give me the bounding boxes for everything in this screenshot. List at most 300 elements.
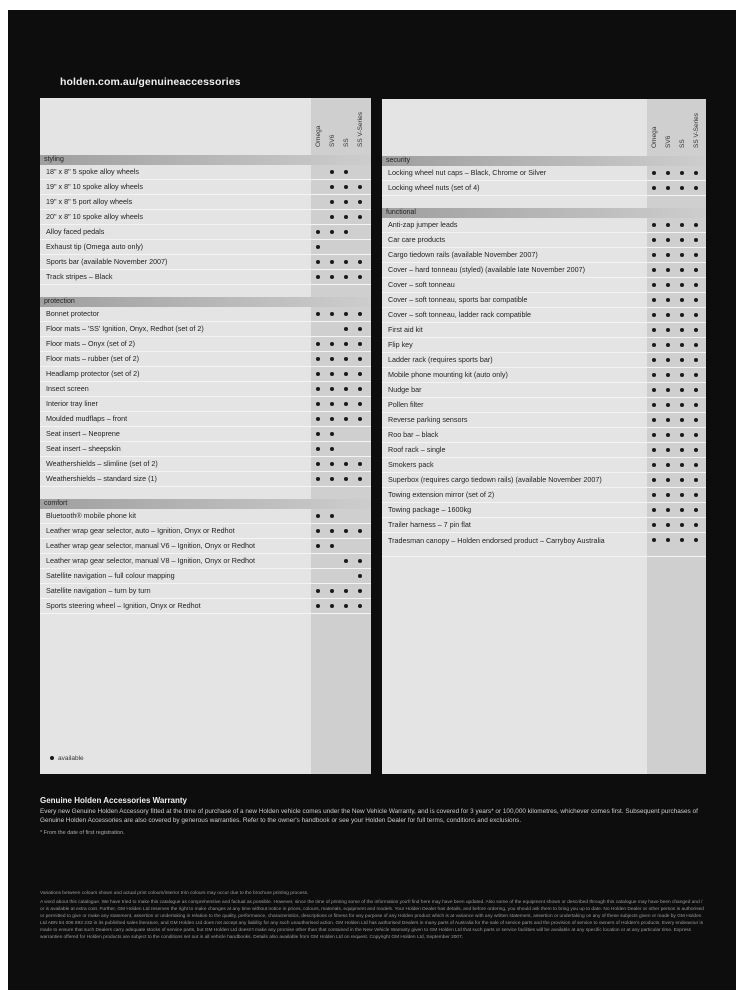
available-dot-icon [358, 559, 362, 563]
accessory-label: Anti-zap jumper leads [388, 220, 458, 229]
available-dot-icon [652, 373, 656, 377]
accessory-label: 19" x 8" 10 spoke alloy wheels [46, 182, 143, 191]
accessory-row [382, 428, 706, 443]
available-dot-icon [694, 283, 698, 287]
accessory-label: Sports steering wheel – Ignition, Onyx or Redhot [46, 601, 201, 610]
available-dot-icon [652, 283, 656, 287]
accessory-row [40, 509, 371, 524]
accessory-label: Floor mats – Onyx (set of 2) [46, 339, 136, 348]
available-dot-icon [316, 275, 320, 279]
available-dot-icon [358, 275, 362, 279]
section-security [382, 156, 706, 196]
available-dot-icon [344, 260, 348, 264]
available-dot-icon [680, 186, 684, 190]
available-dot-icon [652, 253, 656, 257]
available-dot-icon [666, 448, 670, 452]
available-dot-icon [694, 508, 698, 512]
available-dot-icon [680, 171, 684, 175]
accessory-row [40, 569, 371, 584]
accessory-row [40, 180, 371, 195]
available-dot-icon [330, 432, 334, 436]
accessory-label: Headlamp protector (set of 2) [46, 369, 140, 378]
available-dot-icon [694, 186, 698, 190]
available-dot-icon [330, 417, 334, 421]
accessory-row [382, 166, 706, 181]
available-dot-icon [316, 245, 320, 249]
available-dot-icon [680, 328, 684, 332]
available-dot-icon [680, 493, 684, 497]
available-dot-icon [694, 538, 698, 542]
accessory-label: Nudge bar [388, 385, 422, 394]
accessory-row [40, 599, 371, 614]
available-dot-icon [694, 403, 698, 407]
accessory-label: 18" x 8" 5 spoke alloy wheels [46, 167, 140, 176]
available-dot-icon [652, 313, 656, 317]
header-sv6: SV6 [665, 135, 672, 148]
accessory-row [382, 503, 706, 518]
available-dot-icon [652, 298, 656, 302]
available-dot-icon [666, 373, 670, 377]
accessory-label: Pollen filter [388, 400, 424, 409]
accessory-label: Roof rack – single [388, 445, 446, 454]
available-dot-icon [680, 448, 684, 452]
available-dot-icon [330, 477, 334, 481]
available-dot-icon [666, 268, 670, 272]
available-dot-icon [344, 170, 348, 174]
available-dot-icon [358, 589, 362, 593]
available-dot-icon [316, 357, 320, 361]
available-dot-icon [316, 462, 320, 466]
available-dot-icon [358, 402, 362, 406]
accessory-row [40, 255, 371, 270]
available-dot-icon [666, 171, 670, 175]
accessory-row [382, 263, 706, 278]
accessory-label: Interior tray liner [46, 399, 98, 408]
warranty-block [40, 796, 704, 836]
available-dot-icon [316, 260, 320, 264]
available-dot-icon [344, 387, 348, 391]
available-dot-icon [330, 170, 334, 174]
available-dot-icon [680, 463, 684, 467]
accessory-row [382, 248, 706, 263]
accessory-label: Seat insert – Neoprene [46, 429, 120, 438]
accessory-label: Flip key [388, 340, 413, 349]
available-dot-icon [330, 215, 334, 219]
available-dot-icon [694, 463, 698, 467]
accessory-row [40, 382, 371, 397]
available-dot-icon [652, 328, 656, 332]
accessory-row [382, 278, 706, 293]
accessory-label: 19" x 8" 5 port alloy wheels [46, 197, 133, 206]
available-dot-icon [694, 418, 698, 422]
accessory-row [382, 488, 706, 503]
accessory-row [40, 427, 371, 442]
accessory-label: Satellite navigation – full colour mapping [46, 571, 175, 580]
available-dot-icon [680, 433, 684, 437]
available-dot-icon [680, 523, 684, 527]
accessory-row [382, 368, 706, 383]
available-dot-icon [652, 268, 656, 272]
available-dot-icon [666, 508, 670, 512]
available-dot-icon [680, 373, 684, 377]
accessory-label: First aid kit [388, 325, 423, 334]
available-dot-icon [344, 402, 348, 406]
available-dot-icon [316, 432, 320, 436]
section-styling [40, 155, 371, 285]
available-dot-icon [694, 478, 698, 482]
available-dot-icon [344, 462, 348, 466]
website-url: holden.com.au/genuineaccessories [60, 76, 241, 88]
accessory-row [382, 218, 706, 233]
accessory-label: Towing extension mirror (set of 2) [388, 490, 495, 499]
available-dot-icon [358, 215, 362, 219]
accessory-label: Sports bar (available November 2007) [46, 257, 168, 266]
accessory-label: Tradesman canopy – Holden endorsed product – Carryboy Australia [388, 536, 605, 545]
accessory-label: Leather wrap gear selector, auto – Ignition, Onyx or Redhot [46, 526, 235, 535]
accessory-label: Bluetooth® mobile phone kit [46, 511, 137, 520]
available-dot-icon [694, 268, 698, 272]
accessory-label: Weathershields – standard size (1) [46, 474, 157, 483]
accessory-label: Insect screen [46, 384, 89, 393]
available-dot-icon [694, 171, 698, 175]
accessory-label: Cover – soft tonneau, ladder rack compatible [388, 310, 532, 319]
available-dot-icon [666, 478, 670, 482]
available-dot-icon [652, 493, 656, 497]
available-dot-icon [694, 358, 698, 362]
accessory-row [382, 323, 706, 338]
available-dot-icon [666, 418, 670, 422]
available-dot-icon [652, 523, 656, 527]
section-comfort [40, 499, 371, 614]
fine-print [40, 890, 704, 943]
accessory-label: Moulded mudflaps – front [46, 414, 128, 423]
accessory-row [382, 413, 706, 428]
accessory-label: Weathershields – slimline (set of 2) [46, 459, 158, 468]
accessory-row [40, 337, 371, 352]
available-dot-icon [666, 433, 670, 437]
accessory-label: Cover – soft tonneau, sports bar compatible [388, 295, 528, 304]
accessory-row [40, 240, 371, 255]
accessory-row [382, 458, 706, 473]
available-dot-icon [680, 508, 684, 512]
available-dot-icon [680, 403, 684, 407]
available-dot-icon [652, 538, 656, 542]
available-dot-icon [694, 343, 698, 347]
available-dot-icon [344, 477, 348, 481]
accessory-label: Cargo tiedown rails (available November 2007) [388, 250, 538, 259]
accessories-table-left [40, 98, 371, 774]
available-dot-icon [694, 298, 698, 302]
available-dot-icon [652, 478, 656, 482]
accessory-row [40, 307, 371, 322]
header-omega: Omega [315, 125, 322, 147]
accessory-row [40, 322, 371, 337]
available-dot-icon [680, 223, 684, 227]
available-dot-icon [358, 417, 362, 421]
accessory-label: Mobile phone mounting kit (auto only) [388, 370, 508, 379]
available-dot-icon [666, 186, 670, 190]
available-dot-icon [680, 268, 684, 272]
available-dot-icon [50, 756, 54, 760]
available-dot-icon [330, 544, 334, 548]
available-dot-icon [330, 342, 334, 346]
available-dot-icon [330, 589, 334, 593]
section-heading: security [382, 156, 706, 166]
accessory-label: Leather wrap gear selector, manual V6 – Ignition, Onyx or Redhot [46, 541, 255, 550]
available-dot-icon [344, 230, 348, 234]
available-dot-icon [652, 418, 656, 422]
available-dot-icon [666, 358, 670, 362]
available-dot-icon [666, 463, 670, 467]
available-dot-icon [680, 478, 684, 482]
available-dot-icon [344, 185, 348, 189]
available-dot-icon [344, 275, 348, 279]
accessory-row [40, 165, 371, 180]
available-dot-icon [652, 238, 656, 242]
available-dot-icon [344, 327, 348, 331]
available-dot-icon [344, 357, 348, 361]
available-dot-icon [358, 529, 362, 533]
available-dot-icon [330, 447, 334, 451]
available-dot-icon [358, 185, 362, 189]
accessory-row [382, 383, 706, 398]
accessory-row [382, 233, 706, 248]
available-dot-icon [652, 171, 656, 175]
accessory-label: Floor mats – 'SS' Ignition, Onyx, Redhot (set of 2) [46, 324, 204, 333]
available-dot-icon [330, 372, 334, 376]
model-headers-right [647, 107, 706, 155]
accessory-row [40, 397, 371, 412]
available-dot-icon [358, 312, 362, 316]
accessory-row [40, 412, 371, 427]
available-dot-icon [344, 312, 348, 316]
available-dot-icon [358, 260, 362, 264]
accessory-label: Superbox (requires cargo tiedown rails) (available November 2007) [388, 475, 602, 484]
accessory-row [40, 210, 371, 225]
accessory-row [382, 518, 706, 533]
accessory-label: Roo bar – black [388, 430, 439, 439]
available-dot-icon [694, 523, 698, 527]
available-dot-icon [330, 529, 334, 533]
available-dot-icon [316, 544, 320, 548]
available-dot-icon [694, 433, 698, 437]
brochure-page [8, 10, 736, 990]
available-dot-icon [316, 342, 320, 346]
available-dot-icon [680, 358, 684, 362]
header-ss-v-series: SS V-Series [693, 112, 700, 148]
available-dot-icon [330, 462, 334, 466]
accessory-label: Trailer harness – 7 pin flat [388, 520, 471, 529]
available-dot-icon [316, 604, 320, 608]
header-ss: SS [679, 139, 686, 148]
available-dot-icon [316, 589, 320, 593]
accessory-row [40, 457, 371, 472]
available-dot-icon [316, 230, 320, 234]
available-dot-icon [330, 230, 334, 234]
accessory-row [40, 554, 371, 569]
available-dot-icon [358, 200, 362, 204]
available-dot-icon [316, 477, 320, 481]
available-dot-icon [344, 200, 348, 204]
accessory-label: Cover – soft tonneau [388, 280, 455, 289]
available-dot-icon [330, 275, 334, 279]
section-heading: protection [40, 297, 371, 307]
accessory-label: Reverse parking sensors [388, 415, 468, 424]
accessory-row [40, 539, 371, 554]
accessory-label: Floor mats – rubber (set of 2) [46, 354, 140, 363]
accessory-row [382, 473, 706, 488]
accessory-label: Alloy faced pedals [46, 227, 105, 236]
accessory-row [382, 338, 706, 353]
available-dot-icon [694, 238, 698, 242]
available-dot-icon [666, 493, 670, 497]
accessory-label: 20" x 8" 10 spoke alloy wheels [46, 212, 143, 221]
available-dot-icon [680, 388, 684, 392]
available-dot-icon [344, 559, 348, 563]
available-dot-icon [694, 328, 698, 332]
available-dot-icon [680, 238, 684, 242]
accessory-label: Track stripes – Black [46, 272, 113, 281]
available-dot-icon [358, 604, 362, 608]
available-dot-icon [330, 604, 334, 608]
available-dot-icon [316, 514, 320, 518]
fine-print-disclaimer: A word about this catalogue. We have tried to make this catalogue as comprehensive and factual as possible. However, since the time of printing some of the information you'll find here may have been updated. Also some of the equipment shown or described through this catalogue may have been changed and / or is available at extra cost. Further, GM Holden Ltd reserves the right to make changes at any time without notice in prices, colours, materials, equipment and models. Your Holden Dealer has details, and before ordering, you should ask them to bring you up to date. No Holden Dealer or other person is authorised or permitted to give or make any statement, assertion or undertaking in relation to the quality, performance, characteristics, descriptions or fitness for any purpose of any Holden product which is at variance with any written statement, assertion or undertaking on any of these subjects given or made by GM Holden Ltd ABN 84 006 893 232 in its published sales literature, and GM Holden Ltd does not accept any liability for any such unauthorised action. GM Holden Ltd has authorised Dealers in many parts of Australia for the sale of service parts and the provision of service to owners of Holden's products. Every endeavour is made to ensure that such Dealers carry adequate stocks of service parts, but GM Holden Ltd doesn't make any promise other than that contained in the New Vehicle Warranty given to GM Holden Ltd that such parts or service facilities will be available at any specific location or at any particular time. Express warranties offered for Holden products are subject to the conditions set out in all vehicle handbooks. Details also available from GM Holden Ltd on request. Copyright GM Holden Ltd, September 2007. [40, 900, 704, 940]
available-dot-icon [316, 387, 320, 391]
available-dot-icon [652, 448, 656, 452]
section-heading: styling [40, 155, 371, 165]
accessory-row [382, 293, 706, 308]
section-protection [40, 297, 371, 487]
accessory-row [382, 443, 706, 458]
available-dot-icon [666, 343, 670, 347]
accessory-label: Car care products [388, 235, 446, 244]
accessory-label: Cover – hard tonneau (styled) (available late November 2007) [388, 265, 585, 274]
accessory-row [40, 352, 371, 367]
fine-print-colours: Variations between colours shown and actual print colours/interior trim colours may occur due to the brochure printing process. [40, 891, 309, 896]
available-dot-icon [330, 260, 334, 264]
available-dot-icon [666, 523, 670, 527]
available-dot-icon [652, 343, 656, 347]
legend: available [50, 755, 84, 762]
available-dot-icon [652, 186, 656, 190]
available-dot-icon [652, 223, 656, 227]
available-dot-icon [344, 372, 348, 376]
section-functional [382, 208, 706, 557]
accessory-row [40, 472, 371, 487]
available-dot-icon [330, 185, 334, 189]
header-sv6: SV6 [329, 134, 336, 147]
available-dot-icon [652, 463, 656, 467]
available-dot-icon [694, 253, 698, 257]
accessory-row [382, 308, 706, 323]
accessory-label: Towing package – 1600kg [388, 505, 472, 514]
accessory-row [40, 442, 371, 457]
available-dot-icon [666, 538, 670, 542]
available-dot-icon [358, 372, 362, 376]
available-dot-icon [344, 589, 348, 593]
available-dot-icon [666, 253, 670, 257]
available-dot-icon [358, 574, 362, 578]
header-omega: Omega [651, 126, 658, 148]
accessory-row [382, 353, 706, 368]
accessory-row [40, 367, 371, 382]
accessory-row [40, 195, 371, 210]
available-dot-icon [330, 357, 334, 361]
available-dot-icon [344, 417, 348, 421]
accessory-label: Locking wheel nut caps – Black, Chrome or Silver [388, 168, 547, 177]
accessory-row [40, 524, 371, 539]
available-dot-icon [344, 215, 348, 219]
available-dot-icon [316, 372, 320, 376]
available-dot-icon [358, 342, 362, 346]
available-dot-icon [666, 238, 670, 242]
available-dot-icon [666, 388, 670, 392]
available-dot-icon [666, 298, 670, 302]
available-dot-icon [344, 529, 348, 533]
accessory-label: Locking wheel nuts (set of 4) [388, 183, 480, 192]
accessory-row [382, 533, 706, 557]
available-dot-icon [358, 327, 362, 331]
accessory-label: Exhaust tip (Omega auto only) [46, 242, 144, 251]
available-dot-icon [344, 604, 348, 608]
accessory-label: Satellite navigation – turn by turn [46, 586, 151, 595]
header-ss: SS [343, 138, 350, 147]
available-dot-icon [358, 477, 362, 481]
available-dot-icon [652, 403, 656, 407]
available-dot-icon [330, 200, 334, 204]
accessory-label: Seat insert – sheepskin [46, 444, 121, 453]
accessory-row [40, 270, 371, 285]
header-ss-v-series: SS V-Series [357, 111, 364, 147]
available-dot-icon [330, 312, 334, 316]
available-dot-icon [694, 313, 698, 317]
available-dot-icon [666, 328, 670, 332]
accessory-row [382, 181, 706, 196]
available-dot-icon [680, 343, 684, 347]
available-dot-icon [680, 283, 684, 287]
accessories-table-right [382, 99, 706, 774]
available-dot-icon [652, 388, 656, 392]
available-dot-icon [666, 223, 670, 227]
warranty-title: Genuine Holden Accessories Warranty [40, 796, 188, 805]
available-dot-icon [330, 387, 334, 391]
available-dot-icon [680, 418, 684, 422]
accessory-label: Leather wrap gear selector, manual V8 – Ignition, Onyx or Redhot [46, 556, 255, 565]
model-headers-left [311, 106, 371, 154]
available-dot-icon [344, 342, 348, 346]
available-dot-icon [330, 514, 334, 518]
section-heading: functional [382, 208, 706, 218]
available-dot-icon [680, 253, 684, 257]
accessory-label: Bonnet protector [46, 309, 100, 318]
available-dot-icon [680, 298, 684, 302]
accessory-label: Ladder rack (requires sports bar) [388, 355, 493, 364]
available-dot-icon [694, 373, 698, 377]
available-dot-icon [694, 388, 698, 392]
available-dot-icon [316, 312, 320, 316]
available-dot-icon [694, 223, 698, 227]
available-dot-icon [358, 462, 362, 466]
available-dot-icon [666, 403, 670, 407]
warranty-footnote: * From the date of first registration. [40, 830, 125, 836]
available-dot-icon [652, 433, 656, 437]
available-dot-icon [358, 357, 362, 361]
accessory-row [382, 398, 706, 413]
available-dot-icon [358, 387, 362, 391]
available-dot-icon [694, 493, 698, 497]
accessory-row [40, 584, 371, 599]
available-dot-icon [666, 283, 670, 287]
